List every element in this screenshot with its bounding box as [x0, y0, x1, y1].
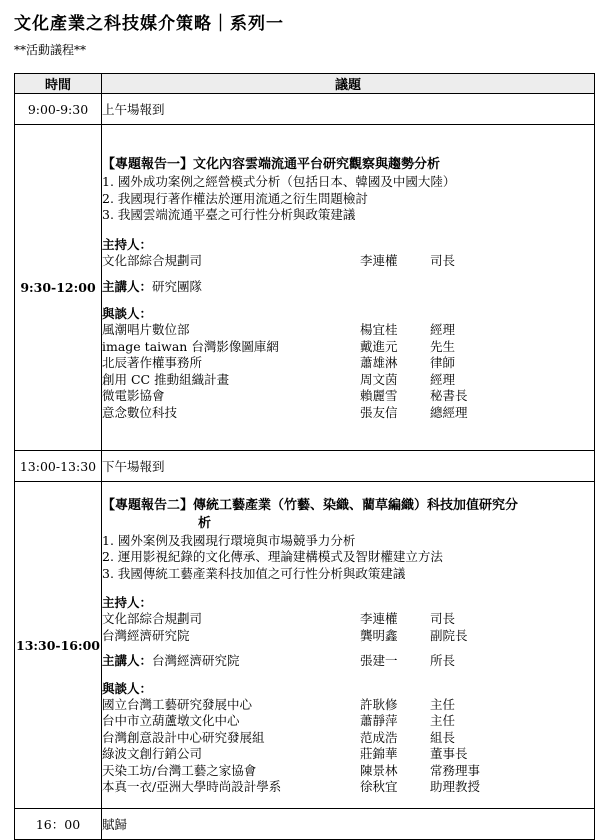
panel-label: 與談人： [102, 680, 153, 696]
speaker-row [102, 653, 594, 670]
panelist-row: 風潮唱片數位部 楊宜桂 經理 [102, 322, 456, 337]
row-time: 13:00-13:30 [15, 451, 102, 482]
panelist-row: 台灣創意設計中心研究發展組 范成浩 組長 [102, 729, 456, 745]
panelist-row: image taiwan 台灣影像圖庫網 戴進元 先生 [102, 338, 456, 354]
list-item: 1. 國外案例及我國現行環境與市場競爭力分析 [102, 532, 356, 548]
speaker-label: 主講人： [102, 653, 153, 668]
panelist-row: 台中市立葫蘆墩文化中心 蕭靜萍 主任 [102, 713, 456, 728]
participant-title: 司長 [430, 252, 456, 268]
row-topic: 上午場報到 [102, 94, 595, 125]
header-topic: 議題 [102, 74, 595, 94]
panelist-row: 綠波文創行銷公司 莊錦華 董事長 [102, 746, 468, 761]
session-title: 【專題報告二】傳統工藝產業（竹藝、染織、藺草編織）科技加值研究分 析 [102, 497, 519, 531]
host-row: 台灣經濟研究院 龔明鑫 副院長 [102, 627, 468, 643]
panel-label: 與談人： [102, 306, 153, 321]
agenda-subtitle: **活動議程** [14, 43, 87, 57]
row-topic: 賦歸 [102, 809, 595, 840]
row-time: 9:30-12:00 [15, 125, 102, 451]
row-time: 13:30-16:00 [15, 482, 102, 809]
speaker-label: 主講人： [102, 279, 153, 294]
table-row [15, 94, 595, 125]
host-label: 主持人： [102, 595, 153, 610]
panelist-row: 國立台灣工藝研究發展中心 許耿修 主任 [102, 696, 456, 712]
panelist-row: 本真一衣/亞洲大學時尚設計學系 徐秋宜 助理教授 [102, 779, 481, 794]
table-row [15, 482, 595, 809]
speaker-org: 台灣經濟研究院 [152, 653, 240, 668]
list-item: 3. 我國雲端流通平臺之可行性分析與政策建議 [102, 207, 356, 222]
host-label: 主持人： [102, 236, 153, 252]
panelist-row: 意念數位科技 張友信 總經理 [102, 404, 468, 420]
table-row [15, 451, 595, 482]
speaker-name: 張建一 [360, 653, 398, 668]
panelist-row: 天染工坊/台灣工藝之家協會 陳景林 常務理事 [102, 762, 481, 778]
participant-name: 李連權 [360, 252, 398, 268]
panelist-row: 微電影協會 賴麗雪 秘書長 [102, 388, 468, 403]
session-block [102, 482, 595, 809]
speaker-title: 所長 [430, 653, 456, 668]
panelist-row: 創用 CC 推動組織計畫 周文茵 經理 [102, 371, 456, 387]
table-header-row [15, 74, 595, 94]
agenda-table [14, 73, 595, 840]
list-item: 2. 運用影視紀錄的文化傳承、理論建構模式及智財權建立方法 [102, 549, 443, 564]
list-item: 2. 我國現行著作權法於運用流通之衍生問題檢討 [102, 190, 368, 206]
row-time: 16：00 [15, 809, 102, 840]
page-title: 文化產業之科技媒介策略｜系列一 [14, 14, 284, 34]
speaker-row [102, 278, 594, 295]
row-time: 9:00-9:30 [15, 94, 102, 125]
participant-org: 文化部綜合規劃司 [102, 252, 203, 268]
row-topic: 下午場報到 [102, 451, 595, 482]
host-row: 文化部綜合規劃司 李連權 司長 [102, 611, 456, 626]
header-time: 時間 [15, 74, 102, 94]
speaker-org: 研究團隊 [152, 279, 203, 294]
list-item: 3. 我國傳統工藝產業科技加值之可行性分析與政策建議 [102, 565, 406, 581]
panelist-row: 北辰著作權事務所 蕭雄淋 律師 [102, 355, 456, 370]
list-item: 1. 國外成功案例之經營模式分析（包括日本、韓國及中國大陸） [102, 174, 456, 189]
session-block [102, 125, 595, 451]
session-title: 【專題報告一】文化內容雲端流通平台研究觀察與趨勢分析 [102, 157, 441, 172]
table-row [15, 125, 595, 451]
host-row [102, 253, 594, 270]
table-row [15, 809, 595, 840]
